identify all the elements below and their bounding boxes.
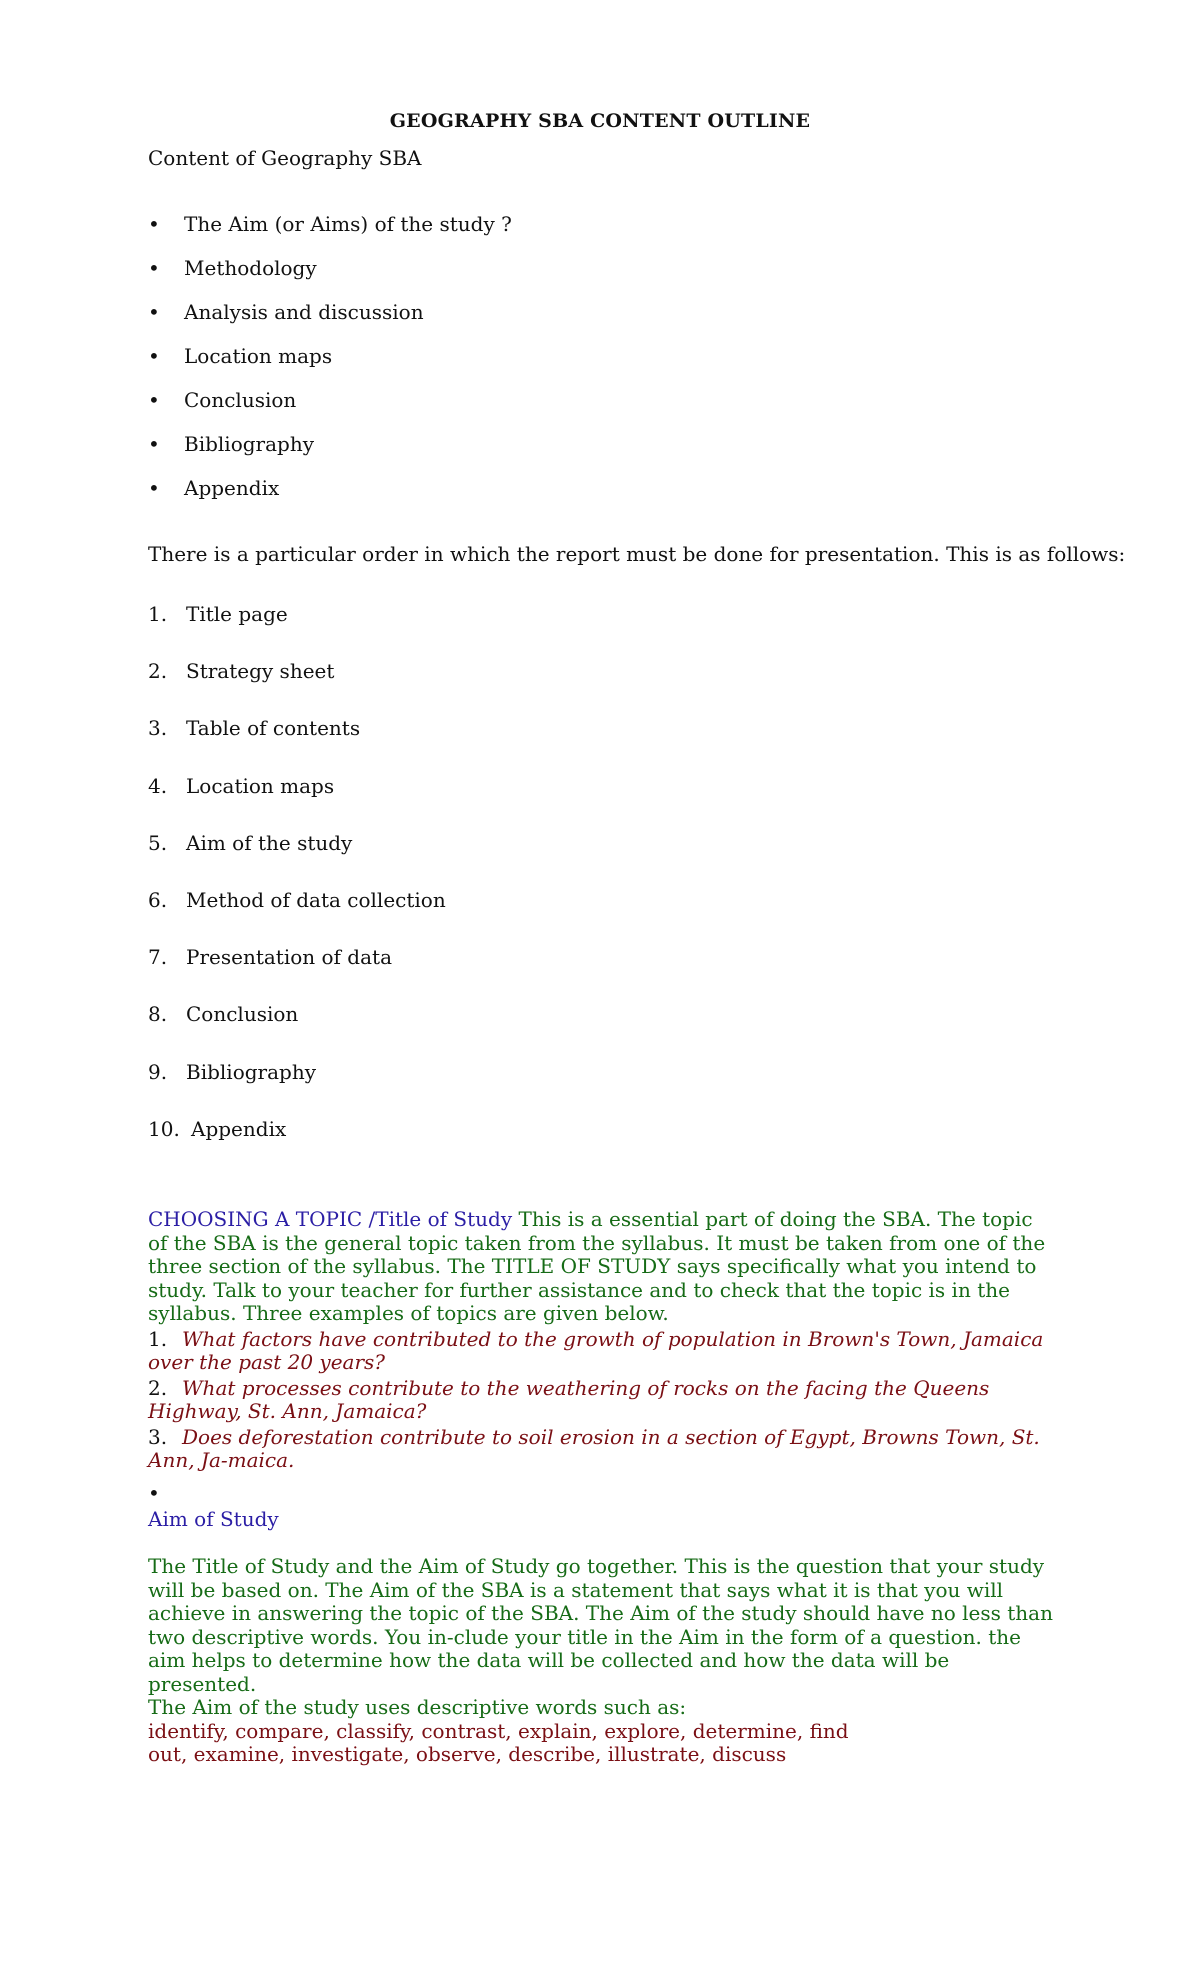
list-item: 7. Presentation of data: [148, 945, 392, 970]
bullet-icon: •: [148, 344, 160, 368]
bullet-icon: •: [148, 256, 160, 280]
list-item: • Bibliography: [148, 432, 314, 456]
bullet-icon: •: [148, 212, 160, 236]
page-subtitle: Content of Geography SBA: [148, 146, 422, 170]
list-item: 8. Conclusion: [148, 1002, 299, 1027]
aim-heading: Aim of Study: [148, 1507, 279, 1531]
list-item: • Analysis and discussion: [148, 300, 424, 324]
list-item: 9. Bibliography: [148, 1059, 316, 1084]
list-item: • Methodology: [148, 256, 317, 280]
bullet-icon: •: [148, 432, 160, 456]
list-item: • The Aim (or Aims) of the study ?: [148, 212, 512, 236]
list-item: • Conclusion: [148, 388, 297, 412]
bullet-icon: •: [148, 388, 160, 412]
list-item: 6. Method of data collection: [148, 887, 446, 912]
bullet-icon: •: [148, 300, 160, 324]
order-intro-text: There is a particular order in which the report must be done for presentation. This is as follows:: [148, 542, 1126, 566]
topic-example: 2. What processes contribute to the weathering of rocks on the facing the Queens Highway, St. Ann, Jamaica?: [148, 1375, 990, 1423]
list-item: 5. Aim of the study: [148, 830, 353, 855]
order-steps-list: [148, 600, 446, 1172]
page-title: GEOGRAPHY SBA CONTENT OUTLINE: [389, 110, 811, 132]
topic-paragraph: [148, 1208, 1058, 1326]
topic-example: 1. What factors have contributed to the growth of population in Brown's Town, Jamaica over the past 20 years?: [148, 1326, 1044, 1374]
aim-words-intro: The Aim of the study uses descriptive words such as:: [148, 1695, 687, 1719]
list-item: 10. Appendix: [148, 1116, 287, 1141]
aim-section: [148, 1555, 1058, 1767]
list-item: 3. Table of contents: [148, 716, 361, 741]
aim-body: The Title of Study and the Aim of Study go together. This is the question that your study will be based on. The Aim of the SBA is a statement that says what it is that you will achieve in answering the topic of the SBA. The Aim of the study should have no less than two descriptive words. You in-clude your title in the Aim in the form of a question. the aim helps to determine how the data will be collected and how the data will be presented.: [148, 1554, 1053, 1696]
list-item: • Location maps: [148, 344, 333, 368]
bullet-icon: •: [148, 1481, 160, 1505]
choosing-topic-section: [148, 1208, 1058, 1473]
aim-words-line: identify, compare, classify, contrast, explain, explore, determine, find: [148, 1718, 849, 1743]
topic-heading: CHOOSING A TOPIC /Title of Study: [148, 1207, 513, 1231]
topic-body: This is a essential part of doing the SBA. The topic of the SBA is the general topic taken from the syllabus. It must be taken from one of the three section of the syllabus. The TITLE OF STUDY says specifically what you intend to study. Talk to your teacher for further assistance and to check that the topic is in the syllabus. Three examples of topics are given below.: [148, 1207, 1046, 1325]
list-item: 4. Location maps: [148, 773, 335, 798]
bullet-icon: •: [148, 476, 160, 500]
list-item: 2. Strategy sheet: [148, 659, 335, 684]
aim-words-line: out, examine, investigate, observe, describe, illustrate, discuss: [148, 1742, 787, 1766]
topic-example: 3. Does deforestation contribute to soil erosion in a section of Egypt, Browns Town, St. Ann, Ja-maica.: [148, 1424, 1040, 1472]
list-item: • Appendix: [148, 476, 280, 500]
content-list: [148, 210, 512, 518]
list-item: 1. Title page: [148, 602, 288, 626]
